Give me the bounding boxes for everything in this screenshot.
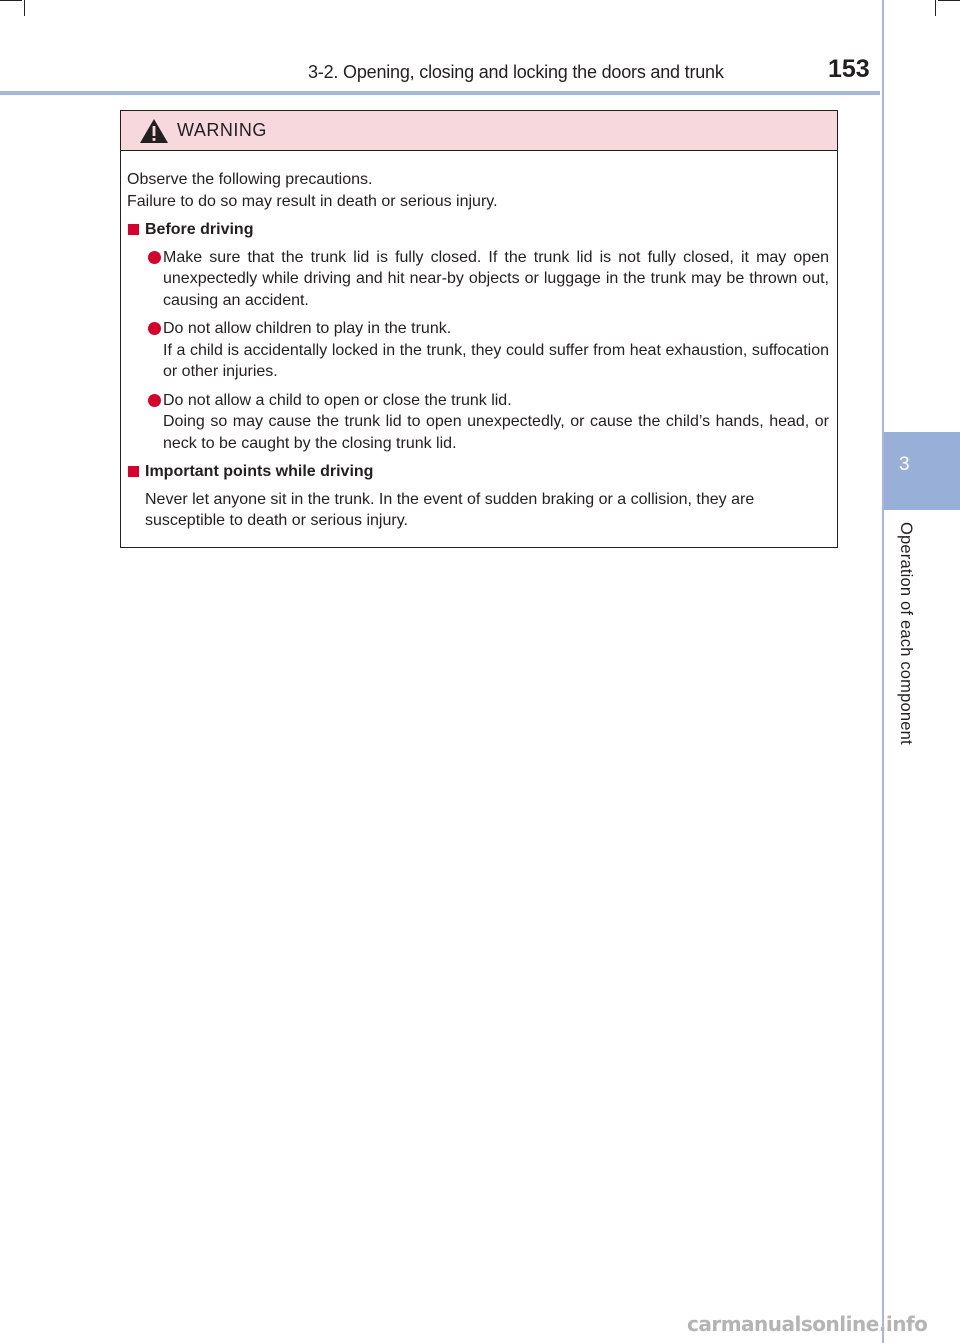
round-bullet-icon xyxy=(148,251,161,264)
warning-triangle-icon xyxy=(139,118,169,144)
square-bullet-icon xyxy=(128,466,139,477)
crop-mark xyxy=(938,0,960,1)
side-rule xyxy=(882,0,884,1343)
list-item-text: Do not allow a child to open or close the trunk lid. xyxy=(163,391,512,409)
section-heading-text: Before driving xyxy=(145,221,254,238)
crop-mark xyxy=(935,0,936,16)
intro-line: Failure to do so may result in death or serious injury. xyxy=(127,192,498,210)
list-item-text: Doing so may cause the trunk lid to open unexpectedly, or cause the child’s hands, head, or neck to be caught by the closing trunk lid. xyxy=(163,413,829,452)
header-rule xyxy=(0,91,880,95)
list-item xyxy=(127,318,829,383)
list-item xyxy=(127,247,829,312)
warning-body xyxy=(121,151,837,532)
crop-mark xyxy=(0,0,22,1)
list-item-text: If a child is accidentally locked in the trunk, they could suffer from heat exhaustion, suffocation or other injuries. xyxy=(163,341,829,380)
chapter-tab xyxy=(884,432,960,510)
section-title: 3-2. Opening, closing and locking the doors and trunk xyxy=(308,62,724,82)
warning-header xyxy=(121,111,837,151)
round-bullet-icon xyxy=(148,322,161,335)
intro-text xyxy=(127,169,829,212)
list-item-text: Make sure that the trunk lid is fully closed. If the trunk lid is not fully closed, it may open unexpectedly while driving and hit near-by objects or luggage in the trunk may be thrown out, causing an accident. xyxy=(163,248,829,309)
intro-line: Observe the following precautions. xyxy=(127,171,373,188)
chapter-number: 3 xyxy=(899,454,910,475)
round-bullet-icon xyxy=(148,394,161,407)
page-number: 153 xyxy=(828,55,870,83)
chapter-title: Operation of each component xyxy=(897,522,915,745)
list-item-text: Do not allow children to play in the trunk. xyxy=(163,320,452,337)
section-heading-before-driving xyxy=(127,219,829,241)
watermark: carmanualsonline.info xyxy=(687,1312,928,1336)
paragraph: Never let anyone sit in the trunk. In the event of sudden braking or a collision, they are susceptible to death or serious injury. xyxy=(145,490,755,529)
section-heading-text: Important points while driving xyxy=(145,463,374,480)
crop-mark xyxy=(24,0,25,16)
square-bullet-icon xyxy=(128,224,139,235)
warning-box xyxy=(120,110,838,548)
list-item xyxy=(127,390,829,455)
section-heading-important-points xyxy=(127,461,829,483)
warning-heading: WARNING xyxy=(177,120,267,140)
